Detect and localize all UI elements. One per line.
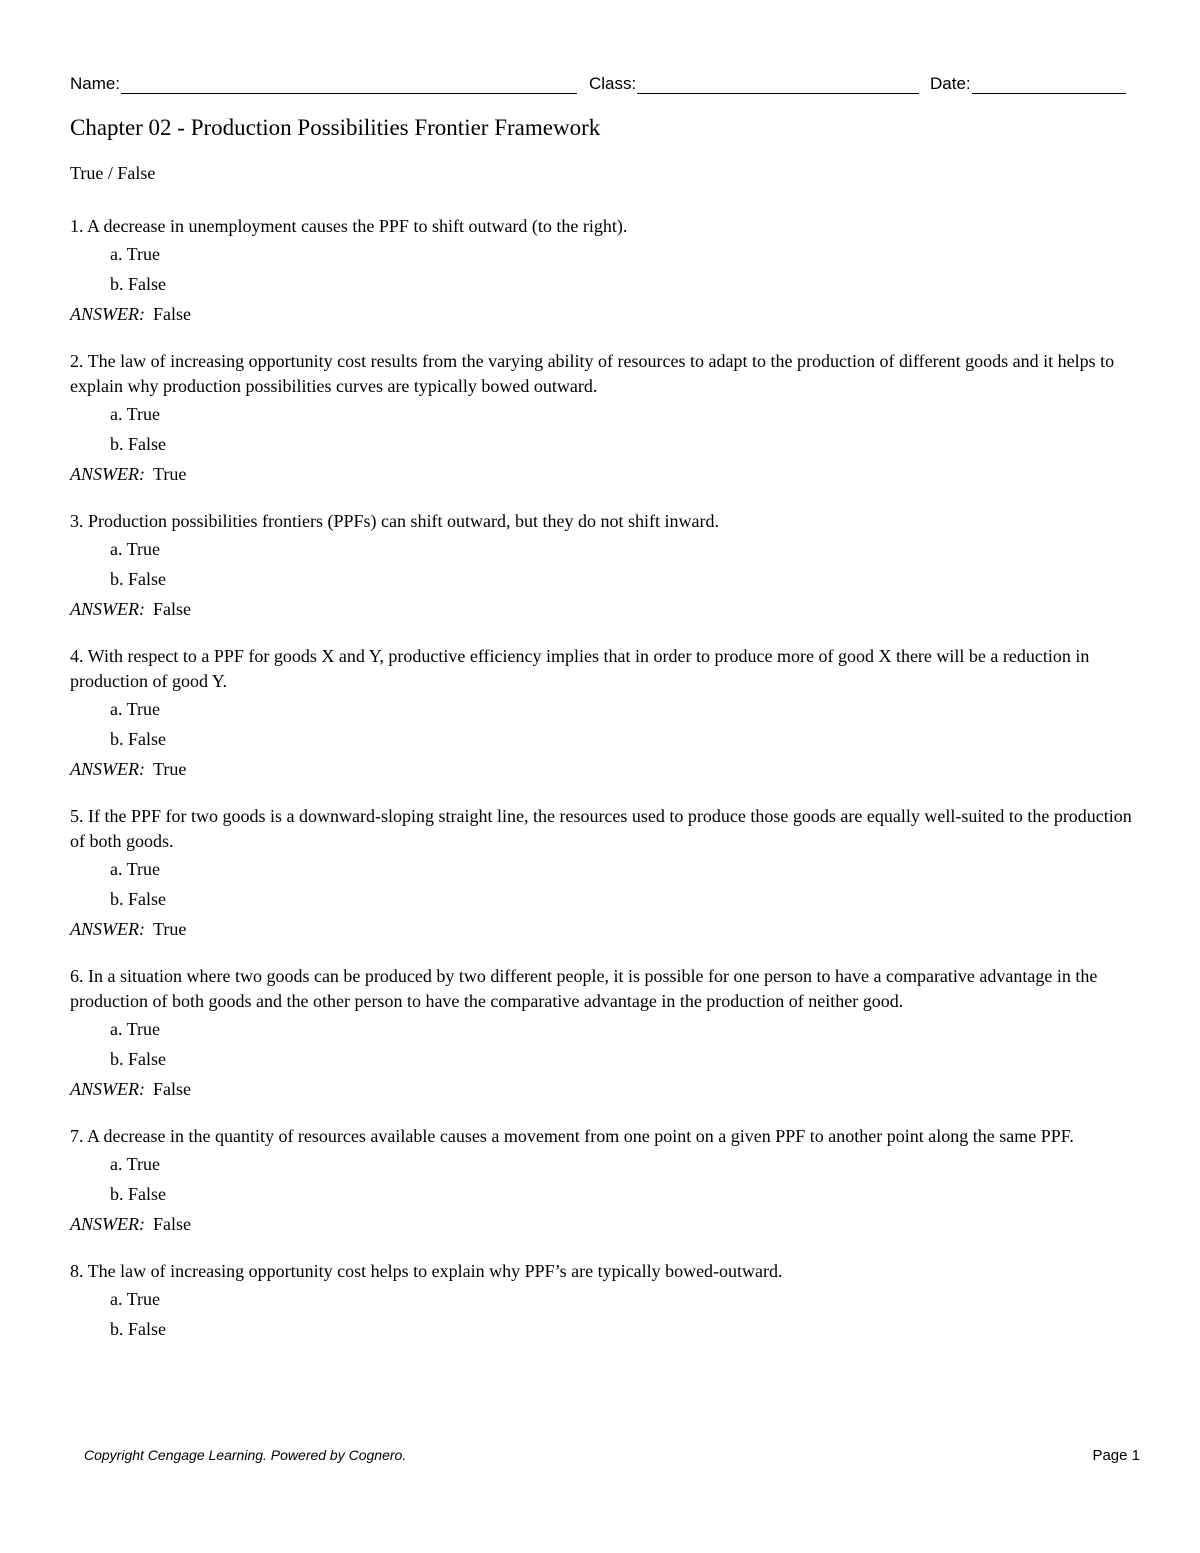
option-false: b. False	[110, 1319, 166, 1339]
answer-label: ANSWER:	[70, 919, 145, 939]
answer-label: ANSWER:	[70, 599, 145, 619]
answer-line	[70, 914, 1132, 944]
option-false: b. False	[110, 434, 166, 454]
question-4	[70, 644, 1132, 784]
date-label: Date:	[930, 74, 971, 93]
option-true: a. True	[110, 1019, 161, 1039]
answer-value: True	[152, 464, 187, 484]
option-true: a. True	[110, 1289, 161, 1309]
option-true: a. True	[110, 404, 161, 424]
question-text: 5. If the PPF for two goods is a downward-sloping straight line, the resources used to produce those goods are equally well-suited to the production of both goods.	[70, 806, 1132, 851]
option-false: b. False	[110, 274, 166, 294]
question-3	[70, 509, 1132, 624]
chapter-title: Chapter 02 - Production Possibilities Frontier Framework	[70, 115, 601, 140]
answer-label: ANSWER:	[70, 464, 145, 484]
question-6	[70, 964, 1132, 1104]
question-text: 2. The law of increasing opportunity cost results from the varying ability of resources to adapt to the production of different goods and it helps to explain why production possibilities curves are typically bowed outward.	[70, 351, 1115, 396]
date-blank-line[interactable]	[972, 75, 1126, 94]
class-field	[589, 72, 919, 94]
question-8	[70, 1259, 1132, 1344]
question-5	[70, 804, 1132, 944]
name-label: Name:	[70, 74, 121, 93]
question-2	[70, 349, 1132, 489]
answer-line	[70, 299, 1132, 329]
question-text: 7. A decrease in the quantity of resources available causes a movement from one point on a given PPF to another point along the same PPF.	[70, 1126, 1074, 1146]
answer-value: True	[152, 759, 187, 779]
footer-copyright: Copyright Cengage Learning. Powered by Cognero.	[84, 1447, 407, 1463]
answer-label: ANSWER:	[70, 759, 145, 779]
answer-line	[70, 594, 1132, 624]
answer-line	[70, 459, 1132, 489]
question-1	[70, 214, 1132, 329]
answer-value: False	[152, 1214, 191, 1234]
question-7	[70, 1124, 1132, 1239]
option-false: b. False	[110, 729, 166, 749]
section-label: True / False	[70, 163, 156, 183]
answer-line	[70, 1074, 1132, 1104]
answer-value: False	[152, 599, 191, 619]
option-false: b. False	[110, 889, 166, 909]
answer-value: True	[152, 919, 187, 939]
option-true: a. True	[110, 539, 161, 559]
answer-line	[70, 754, 1132, 784]
date-field	[930, 72, 1126, 94]
class-label: Class:	[589, 74, 637, 93]
answer-label: ANSWER:	[70, 304, 145, 324]
question-list	[70, 214, 1132, 1364]
option-true: a. True	[110, 244, 161, 264]
student-info-header	[70, 72, 1132, 96]
footer-page-number: Page 1	[1092, 1447, 1140, 1464]
option-false: b. False	[110, 1184, 166, 1204]
name-field	[70, 72, 577, 94]
question-text: 6. In a situation where two goods can be produced by two different people, it is possible for one person to have a comparative advantage in the production of both goods and the other person to have the comparative advantage in the production of neither good.	[70, 966, 1098, 1011]
option-false: b. False	[110, 569, 166, 589]
class-blank-line[interactable]	[637, 75, 919, 94]
question-text: 1. A decrease in unemployment causes the PPF to shift outward (to the right).	[70, 216, 628, 236]
option-true: a. True	[110, 699, 161, 719]
question-text: 8. The law of increasing opportunity cost helps to explain why PPF’s are typically bowed-outward.	[70, 1261, 783, 1281]
answer-label: ANSWER:	[70, 1214, 145, 1234]
name-blank-line[interactable]	[121, 75, 577, 94]
question-text: 3. Production possibilities frontiers (PPFs) can shift outward, but they do not shift inward.	[70, 511, 719, 531]
option-true: a. True	[110, 1154, 161, 1174]
option-false: b. False	[110, 1049, 166, 1069]
answer-label: ANSWER:	[70, 1079, 145, 1099]
answer-value: False	[152, 304, 191, 324]
answer-line	[70, 1209, 1132, 1239]
question-text: 4. With respect to a PPF for goods X and Y, productive efficiency implies that in order to produce more of good X there will be a reduction in production of good Y.	[70, 646, 1090, 691]
option-true: a. True	[110, 859, 161, 879]
answer-value: False	[152, 1079, 191, 1099]
